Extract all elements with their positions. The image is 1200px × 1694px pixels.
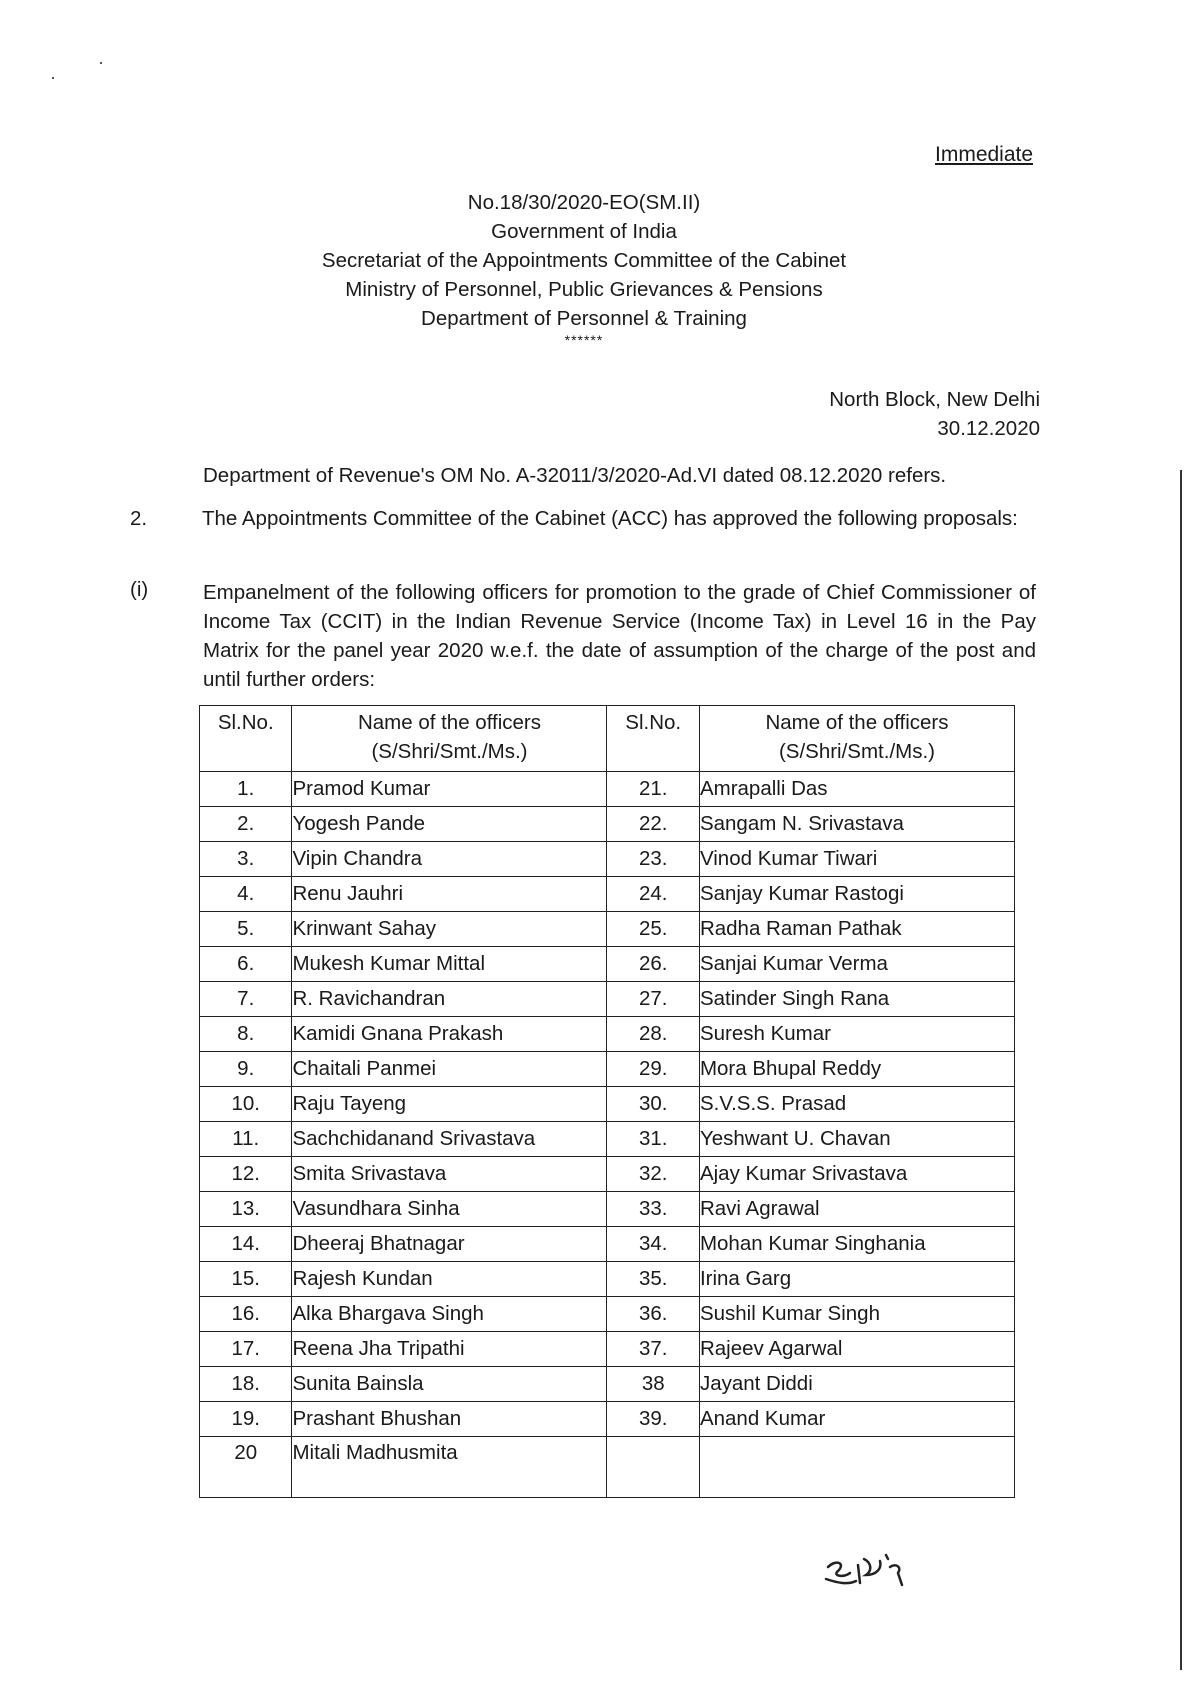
table-row (200, 772, 1015, 807)
officer-name-cell: S.V.S.S. Prasad (699, 1087, 1014, 1122)
serial-number-cell: 9. (200, 1052, 292, 1087)
officer-name-cell: Dheeraj Bhatnagar (292, 1227, 607, 1262)
serial-number-cell: 36. (607, 1297, 699, 1332)
ministry-line: Ministry of Personnel, Public Grievances & Pensions (345, 278, 823, 301)
officer-name-cell: Ajay Kumar Srivastava (699, 1157, 1014, 1192)
serial-number-cell: 23. (607, 842, 699, 877)
table-row (200, 1367, 1015, 1402)
officer-name-cell: Chaitali Panmei (292, 1052, 607, 1087)
table-row (200, 982, 1015, 1017)
officer-name-cell: Ravi Agrawal (699, 1192, 1014, 1227)
table-row (200, 877, 1015, 912)
table-row (200, 1052, 1015, 1087)
table-row (200, 1297, 1015, 1332)
officer-name-cell: Vinod Kumar Tiwari (699, 842, 1014, 877)
serial-number-cell: 3. (200, 842, 292, 877)
table-header-row (200, 706, 1015, 772)
officer-name-cell: Smita Srivastava (292, 1157, 607, 1192)
serial-number-cell: 19. (200, 1402, 292, 1437)
officer-name-cell (699, 1437, 1014, 1498)
serial-number-cell: 10. (200, 1087, 292, 1122)
officer-name-cell: Pramod Kumar (292, 772, 607, 807)
sl-no-header: Sl.No. (607, 706, 699, 772)
table-row (200, 947, 1015, 982)
serial-number-cell: 15. (200, 1262, 292, 1297)
serial-number-cell: 21. (607, 772, 699, 807)
officer-name-cell: Mitali Madhusmita (292, 1437, 607, 1498)
item-number: (i) (130, 578, 149, 601)
serial-number-cell: 5. (200, 912, 292, 947)
serial-number-cell: 11. (200, 1122, 292, 1157)
reference-line: Department of Revenue's OM No. A-32011/3/2020-Ad.VI dated 08.12.2020 refers. (203, 464, 947, 487)
serial-number-cell: 16. (200, 1297, 292, 1332)
serial-number-cell: 27. (607, 982, 699, 1017)
officer-name-cell: Reena Jha Tripathi (292, 1332, 607, 1367)
officer-name-cell: Sunita Bainsla (292, 1367, 607, 1402)
officer-name-cell: Irina Garg (699, 1262, 1014, 1297)
name-header: Name of the officers (S/Shri/Smt./Ms.) (699, 706, 1014, 772)
scan-speck (52, 77, 54, 79)
table-row (200, 1122, 1015, 1157)
officer-name-cell: Alka Bhargava Singh (292, 1297, 607, 1332)
officer-name-cell: Vasundhara Sinha (292, 1192, 607, 1227)
officer-name-cell: R. Ravichandran (292, 982, 607, 1017)
officer-name-cell: Prashant Bhushan (292, 1402, 607, 1437)
serial-number-cell: 29. (607, 1052, 699, 1087)
officer-name-cell: Jayant Diddi (699, 1367, 1014, 1402)
officers-table (199, 705, 1015, 1498)
serial-number-cell: 32. (607, 1157, 699, 1192)
table-row (200, 1192, 1015, 1227)
table-row (200, 912, 1015, 947)
officer-name-cell: Yeshwant U. Chavan (699, 1122, 1014, 1157)
place-date-block (829, 385, 1040, 443)
secretariat-line: Secretariat of the Appointments Committee of the Cabinet (321, 249, 847, 272)
officer-name-cell: Rajesh Kundan (292, 1262, 607, 1297)
serial-number-cell: 26. (607, 947, 699, 982)
file-number: No.18/30/2020-EO(SM.II) (467, 191, 701, 214)
paragraph-number: 2. (130, 507, 148, 530)
officer-name-cell: Sachchidanand Srivastava (292, 1122, 607, 1157)
serial-number-cell (607, 1437, 699, 1498)
officer-name-cell: Sanjai Kumar Verma (699, 947, 1014, 982)
place: North Block, New Delhi (829, 388, 1040, 411)
officer-name-cell: Satinder Singh Rana (699, 982, 1014, 1017)
officer-name-cell: Mora Bhupal Reddy (699, 1052, 1014, 1087)
officer-name-cell: Renu Jauhri (292, 877, 607, 912)
serial-number-cell: 17. (200, 1332, 292, 1367)
table-row (200, 1332, 1015, 1367)
table-row (200, 842, 1015, 877)
item-text: Empanelment of the following officers for promotion to the grade of Chief Commissioner of Income Tax (CCIT) in the Indian Revenue Service (Income Tax) in Level 16 in the Pay Matrix for the panel year 2020 w.e.f. the date of assumption of the charge of the post and until further orders: (203, 581, 1036, 691)
officer-name-cell: Mohan Kumar Singhania (699, 1227, 1014, 1262)
serial-number-cell: 33. (607, 1192, 699, 1227)
table-row (200, 1227, 1015, 1262)
table-row (200, 1402, 1015, 1437)
serial-number-cell: 25. (607, 912, 699, 947)
scan-speck (100, 62, 102, 64)
officer-name-cell: Anand Kumar (699, 1402, 1014, 1437)
serial-number-cell: 6. (200, 947, 292, 982)
serial-number-cell: 39. (607, 1402, 699, 1437)
serial-number-cell: 13. (200, 1192, 292, 1227)
officer-name-cell: Amrapalli Das (699, 772, 1014, 807)
officer-name-cell: Sushil Kumar Singh (699, 1297, 1014, 1332)
table-row (200, 1087, 1015, 1122)
serial-number-cell: 18. (200, 1367, 292, 1402)
officer-name-cell: Yogesh Pande (292, 807, 607, 842)
serial-number-cell: 12. (200, 1157, 292, 1192)
serial-number-cell: 31. (607, 1122, 699, 1157)
document-header (0, 188, 1168, 347)
serial-number-cell: 28. (607, 1017, 699, 1052)
name-header: Name of the officers (S/Shri/Smt./Ms.) (292, 706, 607, 772)
serial-number-cell: 37. (607, 1332, 699, 1367)
serial-number-cell: 34. (607, 1227, 699, 1262)
officer-name-cell: Vipin Chandra (292, 842, 607, 877)
table-row (200, 1017, 1015, 1052)
serial-number-cell: 1. (200, 772, 292, 807)
serial-number-cell: 22. (607, 807, 699, 842)
officer-name-cell: Sanjay Kumar Rastogi (699, 877, 1014, 912)
table-row (200, 807, 1015, 842)
serial-number-cell: 4. (200, 877, 292, 912)
department-line: Department of Personnel & Training (421, 307, 747, 330)
serial-number-cell: 30. (607, 1087, 699, 1122)
table-row (200, 1437, 1015, 1498)
serial-number-cell: 8. (200, 1017, 292, 1052)
paragraph-2 (130, 505, 1036, 532)
serial-number-cell: 35. (607, 1262, 699, 1297)
serial-number-cell: 2. (200, 807, 292, 842)
stars-separator: ****** (564, 332, 604, 348)
sl-no-header: Sl.No. (200, 706, 292, 772)
officer-name-cell: Radha Raman Pathak (699, 912, 1014, 947)
paragraph-text: The Appointments Committee of the Cabinet (ACC) has approved the following proposals: (202, 507, 1018, 530)
table-row (200, 1157, 1015, 1192)
scan-edge-line (1180, 470, 1182, 1670)
officer-name-cell: Mukesh Kumar Mittal (292, 947, 607, 982)
serial-number-cell: 24. (607, 877, 699, 912)
officer-name-cell: Suresh Kumar (699, 1017, 1014, 1052)
serial-number-cell: 20 (200, 1437, 292, 1498)
immediate-marker: Immediate (935, 143, 1034, 166)
officer-name-cell: Raju Tayeng (292, 1087, 607, 1122)
handwritten-signature (820, 1545, 910, 1595)
officer-name-cell: Kamidi Gnana Prakash (292, 1017, 607, 1052)
serial-number-cell: 14. (200, 1227, 292, 1262)
officer-name-cell: Krinwant Sahay (292, 912, 607, 947)
table-row (200, 1262, 1015, 1297)
date: 30.12.2020 (937, 417, 1040, 440)
serial-number-cell: 38 (607, 1367, 699, 1402)
serial-number-cell: 7. (200, 982, 292, 1017)
officer-name-cell: Sangam N. Srivastava (699, 807, 1014, 842)
officer-name-cell: Rajeev Agarwal (699, 1332, 1014, 1367)
government-line: Government of India (491, 220, 677, 243)
